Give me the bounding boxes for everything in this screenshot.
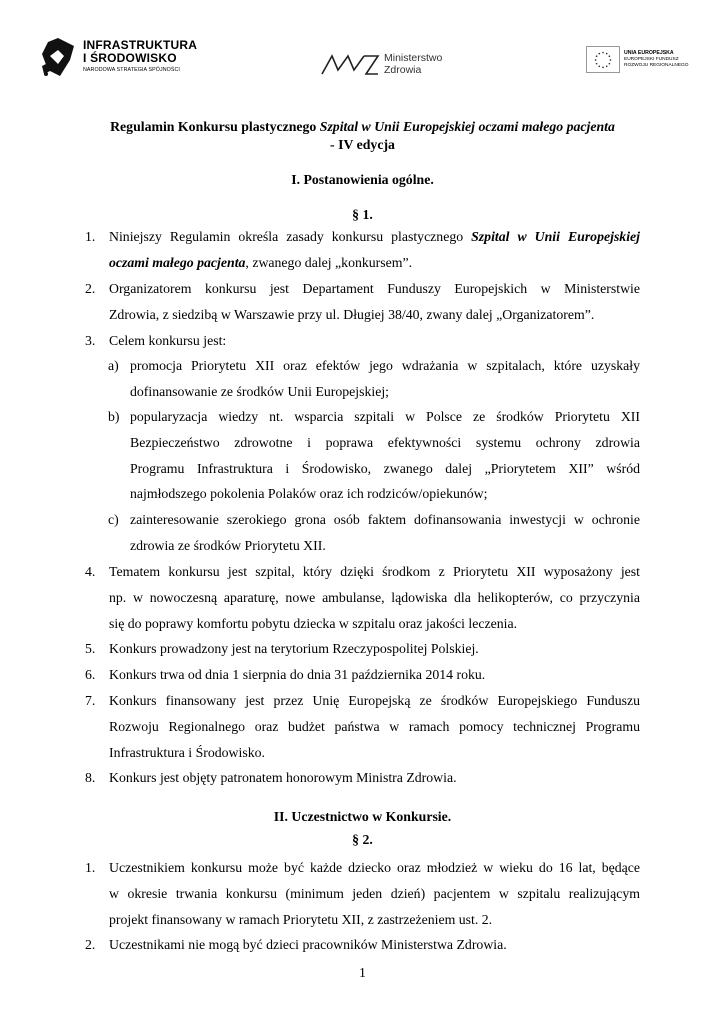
sub-item-letter: c) — [108, 512, 119, 527]
item-number: 3. — [85, 333, 96, 348]
item-text: Konkurs finansowany jest przez Unię Europejską ze środków Europejskiego Funduszu Rozwoju Regionalnego oraz budżet państwa w ramach pomocy technicznej Programu Infrastruktura i Środowisko. — [109, 693, 640, 760]
item-text: Tematem konkursu jest szpital, który dzięki środkom z Priorytetu XII wyposażony jest np. w nowoczesną aparaturę, nowe ambulanse, lądowiska dla helikopterów, co przyczynia się do poprawy komfortu pobytu dziecka w szpitalu oraz jakości leczenia. — [109, 564, 640, 631]
logo-right-line3: ROZWOJU REGIONALNEGO — [624, 63, 689, 68]
item-number: 5. — [85, 641, 96, 656]
item-number: 2. — [85, 281, 96, 296]
eu-flag-icon — [586, 46, 620, 73]
item-text: Organizatorem konkursu jest Departament Funduszy Europejskich w Ministerstwie Zdrowia, z siedzibą w Warszawie przy ul. Długiej 38/40, zwany dalej „Organizatorem”. — [109, 281, 640, 322]
document-edition: - IV edycja — [330, 137, 395, 152]
sub-item-letter: a) — [108, 358, 119, 373]
item-number: 8. — [85, 770, 96, 785]
logo-left-line3: NARODOWA STRATEGIA SPÓJNOŚCI — [83, 67, 180, 73]
title-italic: Szpital w Unii Europejskiej oczami małego pacjenta — [319, 119, 615, 134]
logo-left-line1: INFRASTRUKTURA — [83, 38, 198, 52]
sub-item-text: popularyzacja wiedzy nt. wsparcia szpitali w Polsce ze środków Priorytetu XII Bezpieczeństwo zdrowotne i poprawa efektywności systemu ochrony zdrowia Programu Infrastruktura i Środowisko, zwanego dalej „Priorytetem XII” wśród najmłodszego pokolenia Polaków oraz ich rodziców/opiekunów; — [130, 409, 640, 502]
ministerstwo-zdrowia-mark-icon — [320, 52, 380, 76]
item-number: 4. — [85, 564, 96, 579]
item-number: 1. — [85, 860, 96, 875]
infrastruktura-logo — [40, 36, 200, 82]
title-prefix: Regulamin Konkursu plastycznego — [110, 119, 320, 134]
logo-left-line2: I ŚRODOWISKO — [83, 51, 177, 65]
item-text: Konkurs trwa od dnia 1 sierpnia do dnia 31 października 2014 roku. — [109, 667, 486, 682]
unia-europejska-logo — [586, 46, 691, 74]
infrastruktura-logo-icon — [40, 36, 76, 78]
item-text: Uczestnikiem konkursu może być każde dziecko oraz młodzież w wieku do 16 lat, będące w okresie trwania konkursu (minimum jeden dzień) pacjentem w szpitalu realizującym projekt finansowany w ramach Priorytetu XII, z zastrzeżeniem ust. 2. — [109, 860, 640, 927]
item-text: Uczestnikami nie mogą być dzieci pracowników Ministerstwa Zdrowia. — [109, 937, 507, 952]
document-title — [0, 119, 725, 135]
sub-item-text: zainteresowanie szerokiego grona osób faktem dofinansowania inwestycji w ochronie zdrowia ze środków Priorytetu XII. — [130, 512, 640, 553]
item-text-part: Niniejszy Regulamin określa zasady konkursu plastycznego — [109, 229, 472, 244]
item-text-emph: Szpital w Unii Europejskiej — [471, 229, 640, 244]
item-number: 7. — [85, 693, 96, 708]
page-number: 1 — [359, 965, 366, 980]
paragraph-symbol: § 1. — [352, 207, 373, 222]
item-text-emph: oczami małego pacjenta — [109, 254, 246, 270]
logo-mid-line1: Ministerstwo — [384, 52, 443, 64]
section-heading: I. Postanowienia ogólne. — [291, 172, 434, 187]
logo-mid-line2: Zdrowia — [384, 64, 422, 76]
item-text — [109, 224, 640, 276]
logo-right-line2: EUROPEJSKI FUNDUSZ — [624, 57, 679, 62]
item-text: Konkurs jest objęty patronatem honorowym Ministra Zdrowia. — [109, 770, 457, 785]
ministerstwo-zdrowia-logo — [320, 50, 450, 78]
item-number: 6. — [85, 667, 96, 682]
item-text: Konkurs prowadzony jest na terytorium Rzeczypospolitej Polskiej. — [109, 641, 479, 656]
paragraph-symbol: § 2. — [352, 832, 373, 847]
item-text-part: , zwanego dalej „konkursem”. — [245, 254, 413, 270]
item-number: 1. — [85, 229, 96, 244]
section-heading: II. Uczestnictwo w Konkursie. — [273, 809, 452, 824]
item-text: Celem konkursu jest: — [109, 333, 227, 348]
sub-item-text: promocja Priorytetu XII oraz efektów jego wdrażania w szpitalach, które uzyskały dofinansowanie ze środków Unii Europejskiej; — [130, 358, 640, 399]
item-number: 2. — [85, 937, 96, 952]
logo-right-line1: UNIA EUROPEJSKA — [624, 50, 674, 56]
sub-item-letter: b) — [108, 409, 120, 424]
